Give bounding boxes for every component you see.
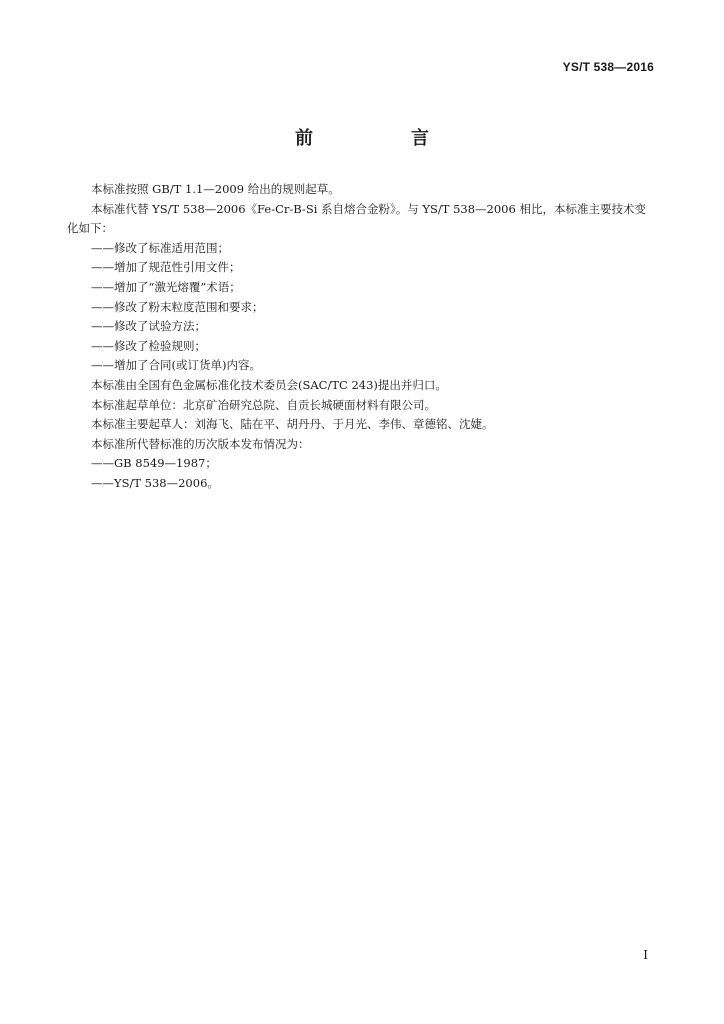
paragraph: 本标准所代替标准的历次版本发布情况为： [91, 436, 310, 451]
list-item: ——修改了检验规则； [91, 338, 206, 353]
paragraph: 本标准由全国有色金属标准化技术委员会(SAC/TC 243)提出并归口。 [91, 377, 447, 392]
paragraph: 本标准代替 YS/T 538—2006《Fe-Cr-B-Si 系自熔合金粉》。与 YS/T 538—2006 相比，本标准主要技术变化如下： [67, 201, 646, 236]
document-body [67, 180, 657, 494]
list-item: ——增加了规范性引用文件； [91, 260, 241, 275]
list-item: ——YS/T 538—2006。 [91, 475, 219, 490]
document-code: YS/T 538—2016 [562, 60, 654, 74]
paragraph: 本标准主要起草人：刘海飞、陆在平、胡丹丹、于月光、李伟、章德铭、沈婕。 [91, 417, 494, 432]
list-item: ——增加了“激光熔覆”术语； [91, 279, 241, 294]
page-number: I [643, 948, 648, 962]
list-item: ——GB 8549—1987； [91, 456, 217, 471]
list-item: ——修改了粉末粒度范围和要求； [91, 299, 264, 314]
paragraph: 本标准按照 GB/T 1.1—2009 给出的规则起草。 [91, 182, 340, 196]
paragraph: 本标准起草单位：北京矿冶研究总院、自贡长城硬面材料有限公司。 [91, 397, 436, 412]
list-item: ——修改了试验方法； [91, 319, 206, 334]
list-item: ——增加了合同(或订货单)内容。 [91, 358, 261, 373]
page-title: 前 言 [295, 128, 469, 149]
list-item: ——修改了标准适用范围； [91, 240, 229, 255]
